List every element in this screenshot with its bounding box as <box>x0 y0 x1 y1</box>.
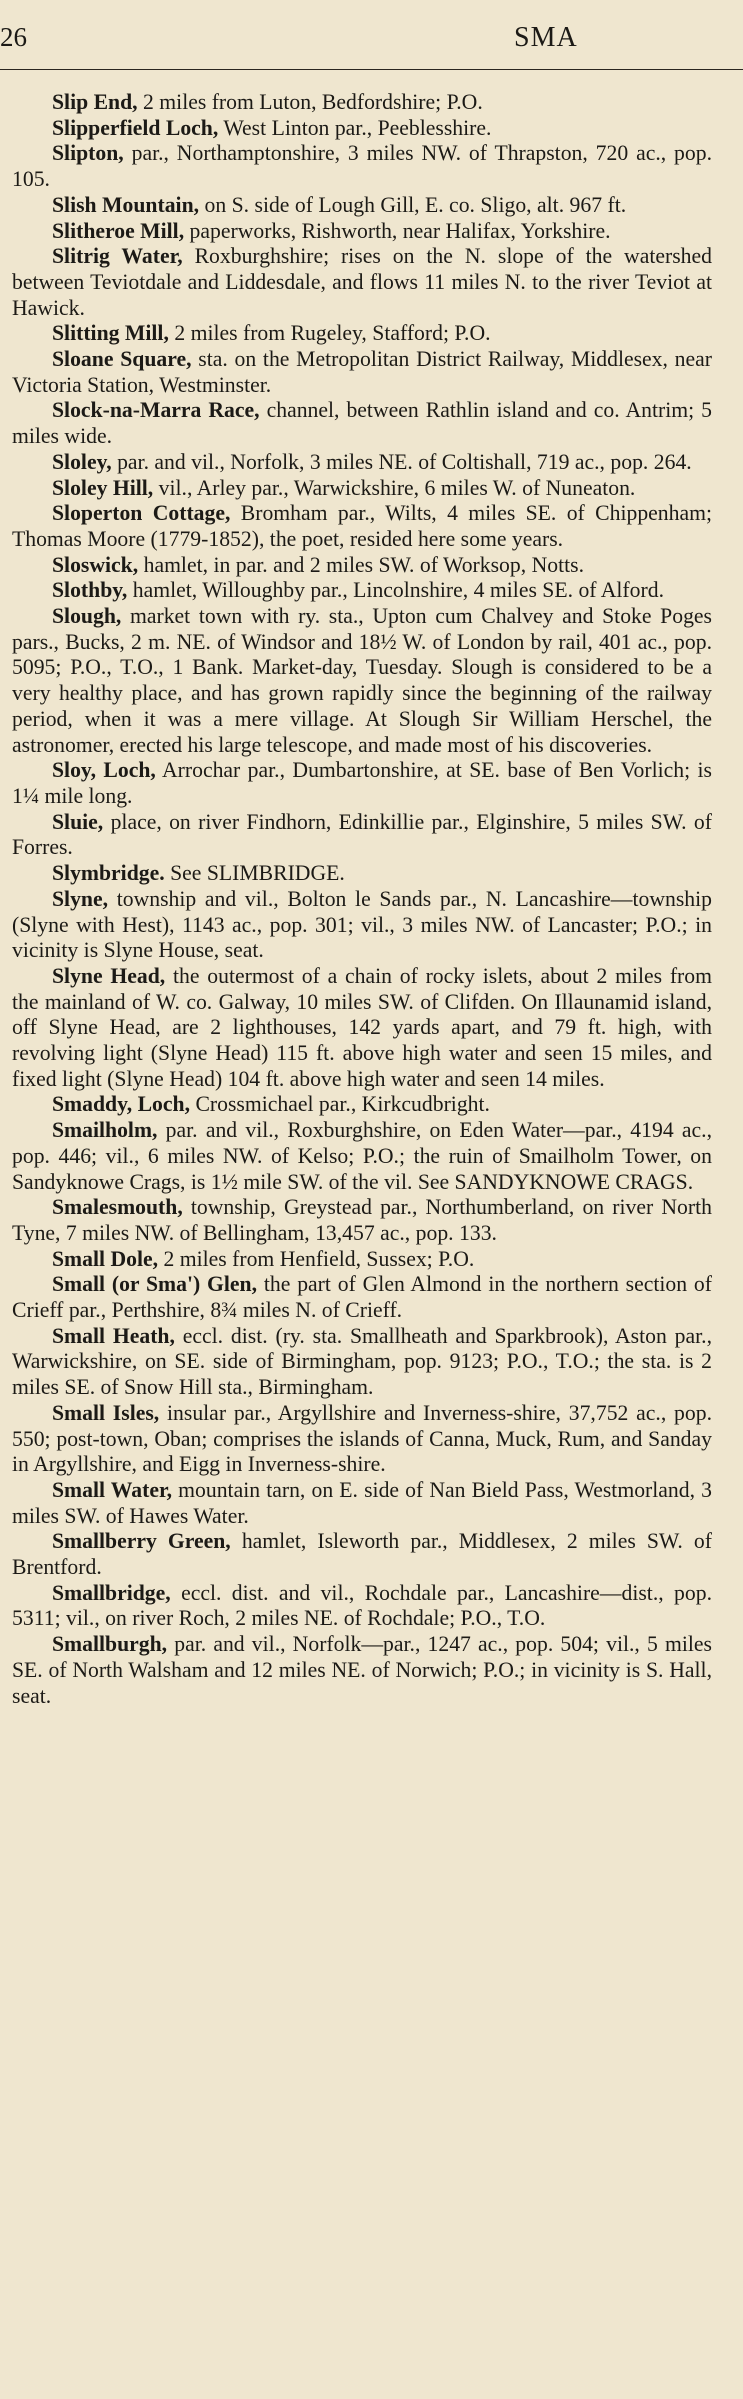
entry-headword: Slipton, <box>52 141 124 166</box>
gazetteer-entry <box>12 1478 712 1529</box>
entry-text: on S. side of Lough Gill, E. co. Sligo, alt. 967 ft. <box>199 192 627 217</box>
gazetteer-entry <box>12 244 712 321</box>
gazetteer-entry <box>12 810 712 861</box>
entry-text: township, Greystead par., Northumberland, on river North Tyne, 7 miles NW. of Bellingham, 13,457 ac., pop. 133. <box>12 1195 712 1245</box>
entry-headword: Small Isles, <box>52 1400 160 1425</box>
gazetteer-entry <box>12 1195 712 1246</box>
entry-text: 2 miles from Rugeley, Stafford; P.O. <box>168 321 491 346</box>
entry-text: township and vil., Bolton le Sands par., N. Lancashire—township (Slyne with Hest), 1143 ac., pop. 301; vil., 3 miles NW. of Lancaster; P.O.; in vicinity is Slyne House, seat. <box>12 886 712 963</box>
entry-text: par. and vil., Norfolk—par., 1247 ac., pop. 504; vil., 5 miles SE. of North Walsham and 12 miles NE. of Norwich; P.O.; in vicinity is S. Hall, seat. <box>12 1632 712 1708</box>
gazetteer-entry <box>12 90 712 116</box>
entry-headword: Small Dole, <box>52 1246 159 1271</box>
page-header <box>0 0 743 70</box>
entry-text: vil., Arley par., Warwickshire, 6 miles W. of Nuneaton. <box>153 475 636 500</box>
entry-headword: Slipperfield Loch, <box>52 115 219 140</box>
entry-headword: Smalesmouth, <box>52 1195 183 1220</box>
entry-text: eccl. dist. (ry. sta. Smallheath and Sparkbrook), Aston par., Warwickshire, on SE. side of Birmingham, pop. 9123; P.O., T.O.; the sta. is 2 miles SE. of Snow Hill sta., Birmingham. <box>12 1323 712 1400</box>
entry-text: eccl. dist. and vil., Rochdale par., Lancashire—dist., pop. 5311; vil., on river Roch, 2 miles NE. of Rochdale; P.O., T.O. <box>12 1580 712 1631</box>
gazetteer-entry <box>12 1581 712 1632</box>
gazetteer-entry <box>12 1118 712 1195</box>
entry-text: Arrochar par., Dumbartonshire, at SE. base of Ben Vorlich; is 1¼ mile long. <box>12 758 712 808</box>
gazetteer-entry <box>12 578 712 604</box>
entry-text: channel, between Rathlin island and co. Antrim; 5 miles wide. <box>12 398 712 449</box>
entry-text: insular par., Argyllshire and Inverness-shire, 37,752 ac., pop. 550; post-town, Oban; comprises the islands of Canna, Muck, Rum, and Sanday in Argyllshire, and Eigg in Inverness-shire. <box>12 1400 713 1477</box>
entry-headword: Slip End, <box>52 90 138 114</box>
gazetteer-entry <box>12 861 712 887</box>
entry-text: hamlet, in par. and 2 miles SW. of Worksop, Notts. <box>138 552 585 577</box>
gazetteer-entry <box>12 604 712 758</box>
entry-text: See SLIMBRIDGE. <box>164 861 345 886</box>
entry-list <box>12 90 712 1709</box>
entry-text: 2 miles from Luton, Bedfordshire; P.O. <box>137 90 483 114</box>
entry-text: Roxburghshire; rises on the N. slope of the watershed between Teviotdale and Liddesdale, and flows 11 miles N. to the river Teviot at Hawick. <box>12 244 712 320</box>
gazetteer-entry <box>12 116 712 142</box>
entry-text: Bromham par., Wilts, 4 miles SE. of Chippenham; Thomas Moore (1779-1852), the poet, resided here some years. <box>12 501 712 551</box>
entry-text: Crossmichael par., Kirkcudbright. <box>190 1092 490 1117</box>
entry-headword: Smallberry Green, <box>52 1529 231 1554</box>
entry-text: par. and vil., Roxburghshire, on Eden Water—par., 4194 ac., pop. 446; vil., 6 miles NW. of Kelso; P.O.; the ruin of Smailholm Tower, on Sandyknowe Crags, is 1½ mile SW. of the vil. See SANDYKNOWE CRAGS. <box>12 1118 712 1194</box>
gazetteer-entry <box>12 219 712 245</box>
entry-headword: Slitting Mill, <box>52 321 169 346</box>
entry-headword: Smailholm, <box>52 1118 158 1143</box>
gazetteer-entry <box>12 476 712 502</box>
entry-text: the part of Glen Almond in the northern section of Crieff par., Perthshire, 8¾ miles N. of Crieff. <box>12 1272 712 1323</box>
running-head: SMA <box>514 22 578 53</box>
header-rule <box>0 69 743 70</box>
entry-headword: Small Water, <box>52 1477 173 1502</box>
entry-text: par. and vil., Norfolk, 3 miles NE. of Coltishall, 719 ac., pop. 264. <box>111 449 692 474</box>
entry-text: paperworks, Rishworth, near Halifax, Yorkshire. <box>184 218 611 243</box>
entry-headword: Slymbridge. <box>52 861 165 886</box>
entry-text: mountain tarn, on E. side of Nan Bield Pass, Westmorland, 3 miles SW. of Hawes Water. <box>12 1477 713 1528</box>
gazetteer-entry <box>12 1092 712 1118</box>
entry-headword: Slock-na-Marra Race, <box>52 398 260 423</box>
entry-headword: Slish Mountain, <box>52 192 200 217</box>
entry-headword: Sloperton Cottage, <box>52 501 231 526</box>
gazetteer-entry <box>12 1247 712 1273</box>
entry-headword: Slitrig Water, <box>52 244 183 269</box>
gazetteer-entry <box>12 758 712 809</box>
entry-headword: Sluie, <box>52 809 104 834</box>
gazetteer-entry <box>12 141 712 192</box>
page-number: 26 <box>0 22 27 52</box>
gazetteer-entry <box>12 501 712 552</box>
entry-headword: Slitheroe Mill, <box>52 218 185 243</box>
entry-text: market town with ry. sta., Upton cum Chalvey and Stoke Poges pars., Bucks, 2 m. NE. of Windsor and 18½ W. of London by rail, 401 ac., pop. 5095; P.O., T.O., 1 Bank. Market-day, Tuesday. Slough is considered to be a very healthy place, and has grown rapidly since the beginning of the railway period, when it was a mere village. At Slough Sir William Herschel, the astronomer, erected his large telescope, and made most of his discoveries. <box>12 604 712 757</box>
entry-text: hamlet, Isleworth par., Middlesex, 2 miles SW. of Brentford. <box>12 1529 712 1580</box>
gazetteer-entry <box>12 347 712 398</box>
entry-headword: Smallburgh, <box>52 1632 168 1657</box>
entry-headword: Slyne, <box>52 886 109 911</box>
entry-headword: Sloswick, <box>52 552 139 577</box>
gazetteer-entry <box>12 321 712 347</box>
entry-headword: Small Heath, <box>52 1323 175 1348</box>
gazetteer-entry <box>12 1272 712 1323</box>
gazetteer-entry <box>12 1529 712 1580</box>
gazetteer-entry <box>12 964 712 1093</box>
entry-text: West Linton par., Peeblesshire. <box>218 115 492 140</box>
gazetteer-entry <box>12 193 712 219</box>
entry-text: hamlet, Willoughby par., Lincolnshire, 4 miles SE. of Alford. <box>127 578 664 603</box>
gazetteer-entry <box>12 1401 712 1478</box>
entry-headword: Smallbridge, <box>52 1580 171 1605</box>
entry-headword: Slyne Head, <box>52 963 166 988</box>
entry-text: sta. on the Metropolitan District Railway, Middlesex, near Victoria Station, Westminster. <box>12 347 712 397</box>
entry-text: place, on river Findhorn, Edinkillie par., Elginshire, 5 miles SW. of Forres. <box>12 809 712 860</box>
entry-text: 2 miles from Henfield, Sussex; P.O. <box>158 1246 475 1271</box>
entry-headword: Sloley, <box>52 449 112 474</box>
entry-headword: Sloane Square, <box>52 347 192 372</box>
gazetteer-entry <box>12 1324 712 1401</box>
gazetteer-entry <box>12 887 712 964</box>
gazetteer-entry <box>12 450 712 476</box>
entry-headword: Slothby, <box>52 578 128 603</box>
gazetteer-entry <box>12 1632 712 1709</box>
entry-headword: Small (or Sma') Glen, <box>52 1272 258 1297</box>
entry-text: par., Northamptonshire, 3 miles NW. of Thrapston, 720 ac., pop. 105. <box>12 141 712 192</box>
entry-headword: Slough, <box>52 604 122 629</box>
entry-text: the outermost of a chain of rocky islets, about 2 miles from the mainland of W. co. Galway, 10 miles SW. of Clifden. On Illaunamid island, off Slyne Head, are 2 lighthouses, 142 yards apart, and 79 ft. high, with revolving light (Slyne Head) 115 ft. above high water and seen 15 miles, and fixed light (Slyne Head) 104 ft. above high water and seen 14 miles. <box>12 963 712 1091</box>
gazetteer-entry <box>12 553 712 579</box>
entry-headword: Sloy, Loch, <box>52 758 156 783</box>
entry-headword: Smaddy, Loch, <box>52 1092 191 1117</box>
gazetteer-entry <box>12 398 712 449</box>
entry-headword: Sloley Hill, <box>52 475 154 500</box>
